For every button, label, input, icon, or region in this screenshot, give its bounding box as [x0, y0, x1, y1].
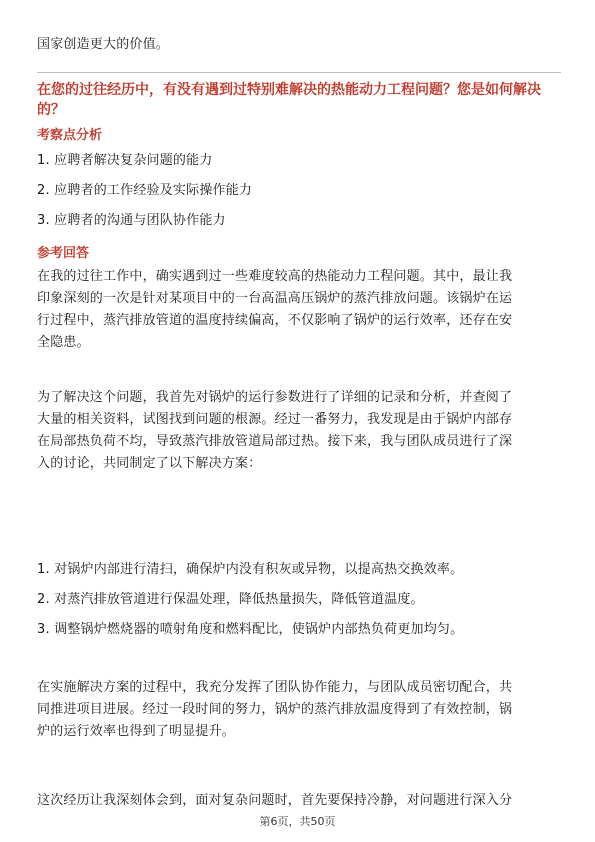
paragraph-line: 为了解决这个问题，我首先对锅炉的运行参数进行了详细的记录和分析，并查阅了 [37, 390, 513, 405]
analysis-item: 3. 应聘者的沟通与团队协作能力 [37, 213, 226, 228]
solution-step: 3. 调整锅炉燃烧器的喷射角度和燃料配比，使锅炉内部热负荷更加均匀。 [37, 622, 464, 637]
answer-heading: 参考回答 [37, 246, 90, 261]
paragraph-line: 大量的相关资料，试图找到问题的根源。经过一番努力，我发现是由于锅炉内部存 [37, 412, 513, 427]
page-number: 第6页，共50页 [259, 815, 336, 828]
question-line: 在您的过往经历中，有没有遇到过特别难解决的热能动力工程问题？您是如何解决 [37, 82, 541, 98]
paragraph-line: 行过程中，蒸汽排放管道的温度持续偏高，不仅影响了锅炉的运行效率，还存在安 [37, 313, 513, 328]
analysis-heading: 考察点分析 [37, 128, 103, 143]
paragraph-line: 在我的过往工作中，确实遇到过一些难度较高的热能动力工程问题。其中，最让我 [37, 269, 513, 284]
answer-paragraph-1 [37, 266, 561, 354]
solution-step: 1. 对锅炉内部进行清扫，确保炉内没有积灰或异物，以提高热交换效率。 [37, 562, 464, 577]
paragraph-line: 同推进项目进展。经过一段时间的努力，锅炉的蒸汽排放温度得到了有效控制，锅 [37, 702, 513, 717]
answer-paragraph-4 [37, 790, 561, 812]
analysis-item: 1. 应聘者解决复杂问题的能力 [37, 153, 213, 168]
paragraph-line: 印象深刻的一次是针对某项目中的一台高温高压锅炉的蒸汽排放问题。该锅炉在运 [37, 291, 513, 306]
paragraph-line: 入的讨论，共同制定了以下解决方案： [37, 456, 262, 471]
interview-question [37, 80, 561, 120]
paragraph-line: 在局部热负荷不均，导致蒸汽排放管道局部过热。接下来，我与团队成员进行了深 [37, 434, 513, 449]
section-divider [37, 72, 561, 73]
paragraph-line: 全隐患。 [37, 335, 90, 350]
question-line: 的？ [37, 102, 65, 118]
paragraph-line: 在实施解决方案的过程中，我充分发挥了团队协作能力，与团队成员密切配合，共 [37, 680, 513, 695]
answer-paragraph-3 [37, 677, 561, 743]
continued-text: 国家创造更大的价值。 [37, 37, 170, 52]
solution-step: 2. 对蒸汽排放管道进行保温处理，降低热量损失，降低管道温度。 [37, 592, 424, 607]
answer-paragraph-2 [37, 387, 561, 475]
paragraph-line: 炉的运行效率也得到了明显提升。 [37, 724, 236, 739]
analysis-item: 2. 应聘者的工作经验及实际操作能力 [37, 183, 253, 198]
paragraph-line: 这次经历让我深刻体会到，面对复杂问题时，首先要保持冷静，对问题进行深入分 [37, 793, 513, 808]
